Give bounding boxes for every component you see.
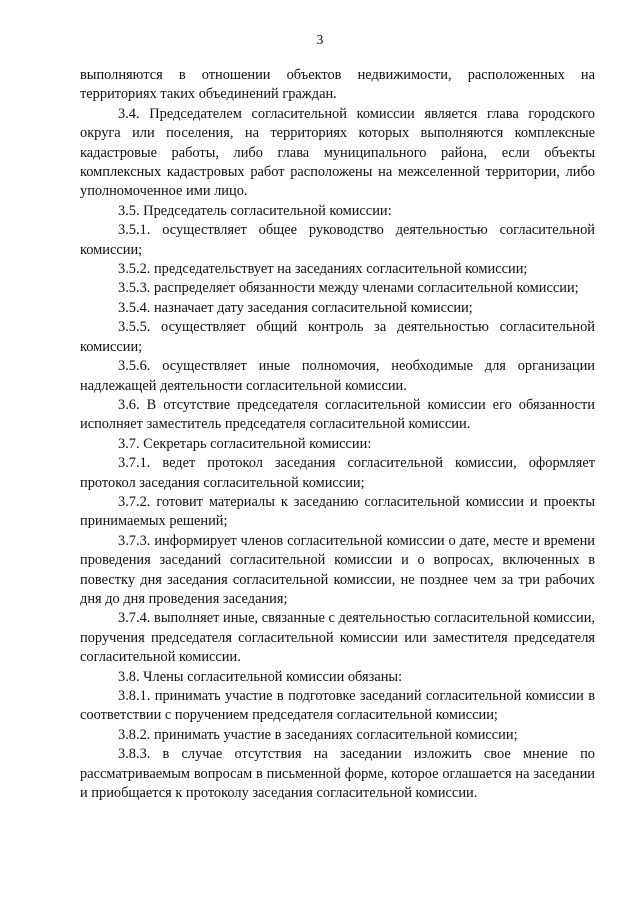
paragraph-continuation: выполняются в отношении объектов недвижимости, расположенных на территориях таких объединений граждан. xyxy=(80,67,595,103)
paragraph-3-5-6: 3.5.6. осуществляет иные полномочия, необходимые для организации надлежащей деятельности согласительной комиссии. xyxy=(80,358,595,394)
paragraph-3-8: 3.8. Члены согласительной комиссии обязаны: xyxy=(118,668,403,685)
paragraph-3-7-3: 3.7.3. информирует членов согласительной комиссии о дате, месте и времени проведения заседаний согласительной комиссии и о вопросах, включенных в повестку дня заседания согласительной комиссии, не позднее чем за три рабочих дня до дня проведения заседания; xyxy=(80,532,595,607)
paragraph-3-5-1: 3.5.1. осуществляет общее руководство деятельностью согласительной комиссии; xyxy=(80,222,595,258)
paragraph-3-7-2: 3.7.2. готовит материалы к заседанию согласительной комиссии и проекты принимаемых решений; xyxy=(80,493,595,530)
paragraph-3-7-1: 3.7.1. ведет протокол заседания согласительной комиссии, оформляет протокол заседания согласительной комиссии; xyxy=(80,455,595,491)
paragraph-3-6: 3.6. В отсутствие председателя согласительной комиссии его обязанности исполняет заместитель председателя согласительной комиссии. xyxy=(80,396,595,433)
paragraph-3-5: 3.5. Председатель согласительной комиссии: xyxy=(118,202,392,219)
paragraph-3-8-1: 3.8.1. принимать участие в подготовке заседаний согласительной комиссии в соответствии с поручением председателя согласительной комиссии; xyxy=(80,688,595,724)
page-number: 3 xyxy=(316,32,324,47)
document-body xyxy=(80,66,595,803)
paragraph-3-5-2: 3.5.2. председательствует на заседаниях согласительной комиссии; xyxy=(118,261,528,278)
paragraph-3-5-4: 3.5.4. назначает дату заседания согласительной комиссии; xyxy=(118,299,473,316)
paragraph-3-5-3: 3.5.3. распределяет обязанности между членами согласительной комиссии; xyxy=(118,280,579,297)
paragraph-3-5-5: 3.5.5. осуществляет общий контроль за деятельностью согласительной комиссии; xyxy=(80,319,595,355)
paragraph-3-8-2: 3.8.2. принимать участие в заседаниях согласительной комиссии; xyxy=(118,726,518,743)
paragraph-3-7-4: 3.7.4. выполняет иные, связанные с деятельностью согласительной комиссии, поручения председателя согласительной комиссии или заместителя председателя согласительной комиссии. xyxy=(80,610,595,666)
paragraph-3-4: 3.4. Председателем согласительной комиссии является глава городского округа или поселения, на территориях которых выполняются комплексные кадастровые работы, либо глава муниципального района, если объекты комплексных кадастровых работ расположены на межселенной территории, либо уполномоченное ими лицо. xyxy=(80,105,595,200)
paragraph-3-7: 3.7. Секретарь согласительной комиссии: xyxy=(118,435,372,452)
paragraph-3-8-3: 3.8.3. в случае отсутствия на заседании изложить свое мнение по рассматриваемым вопросам в письменной форме, которое оглашается на заседании и приобщается к протоколу заседания согласительной комиссии. xyxy=(80,746,595,802)
